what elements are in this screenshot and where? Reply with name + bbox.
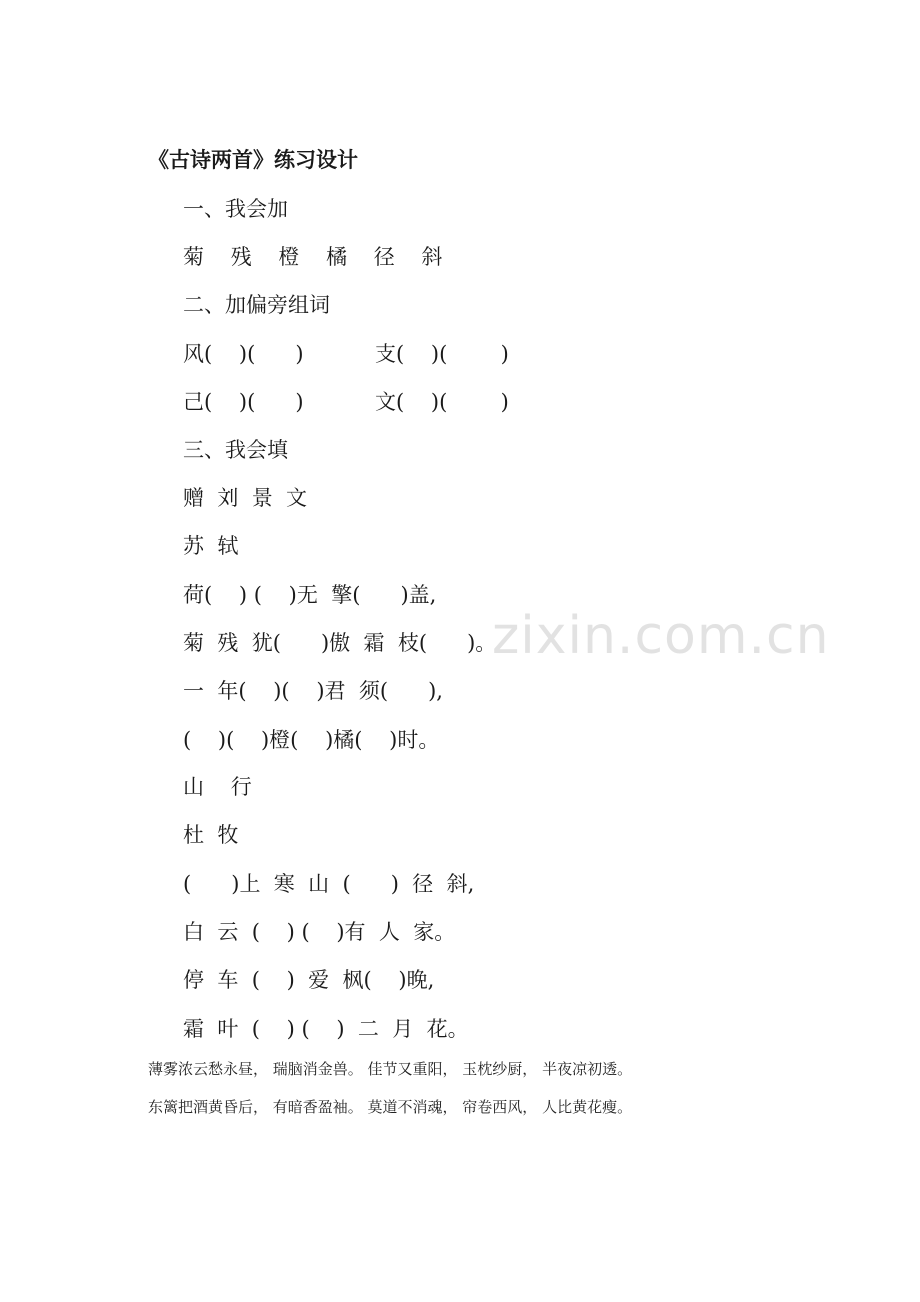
poem1-author: 苏 轼 (183, 534, 239, 558)
character-row: 菊 残 橙 橘 径 斜 (183, 245, 443, 269)
exercise-ji: 己( )( ) (183, 390, 304, 414)
section-heading-1: 一、我会加 (183, 197, 288, 221)
section-heading-3: 三、我会填 (183, 438, 288, 462)
poem2-line-1: ( )上 寒 山 ( ) 径 斜, (183, 872, 475, 896)
poem2-line-4: 霜 叶 ( ) ( ) 二 月 花。 (183, 1017, 469, 1041)
exercise-feng: 风( )( ) (183, 342, 304, 366)
poem1-line-2: 菊 残 犹( )傲 霜 枝( )。 (183, 631, 497, 655)
page-title: 《古诗两首》练习设计 (148, 147, 358, 172)
footer-verse-2: 东篱把酒黄昏后， 有暗香盈袖。 莫道不消魂， 帘卷西风， 人比黄花瘦。 (148, 1098, 633, 1116)
poem1-line-3: 一 年( )( )君 须( ), (183, 679, 443, 703)
poem1-title: 赠 刘 景 文 (183, 486, 308, 510)
poem2-line-2: 白 云 ( ) ( )有 人 家。 (183, 920, 456, 944)
poem2-author: 杜 牧 (183, 823, 239, 847)
poem2-title: 山 行 (183, 775, 252, 799)
exercise-zhi: 支( )( ) (375, 342, 509, 366)
poem2-line-3: 停 车 ( ) 爱 枫( )晚, (183, 968, 435, 992)
footer-verse-1: 薄雾浓云愁永昼， 瑞脑消金兽。 佳节又重阳， 玉枕纱厨， 半夜凉初透。 (148, 1060, 633, 1078)
poem1-line-4: ( )( )橙( )橘( )时。 (183, 728, 440, 752)
section-heading-2: 二、加偏旁组词 (183, 293, 330, 317)
poem1-line-1: 荷( ) ( )无 擎( )盖, (183, 583, 437, 607)
exercise-wen: 文( )( ) (375, 390, 509, 414)
watermark: zixin.com.cn (492, 606, 830, 666)
